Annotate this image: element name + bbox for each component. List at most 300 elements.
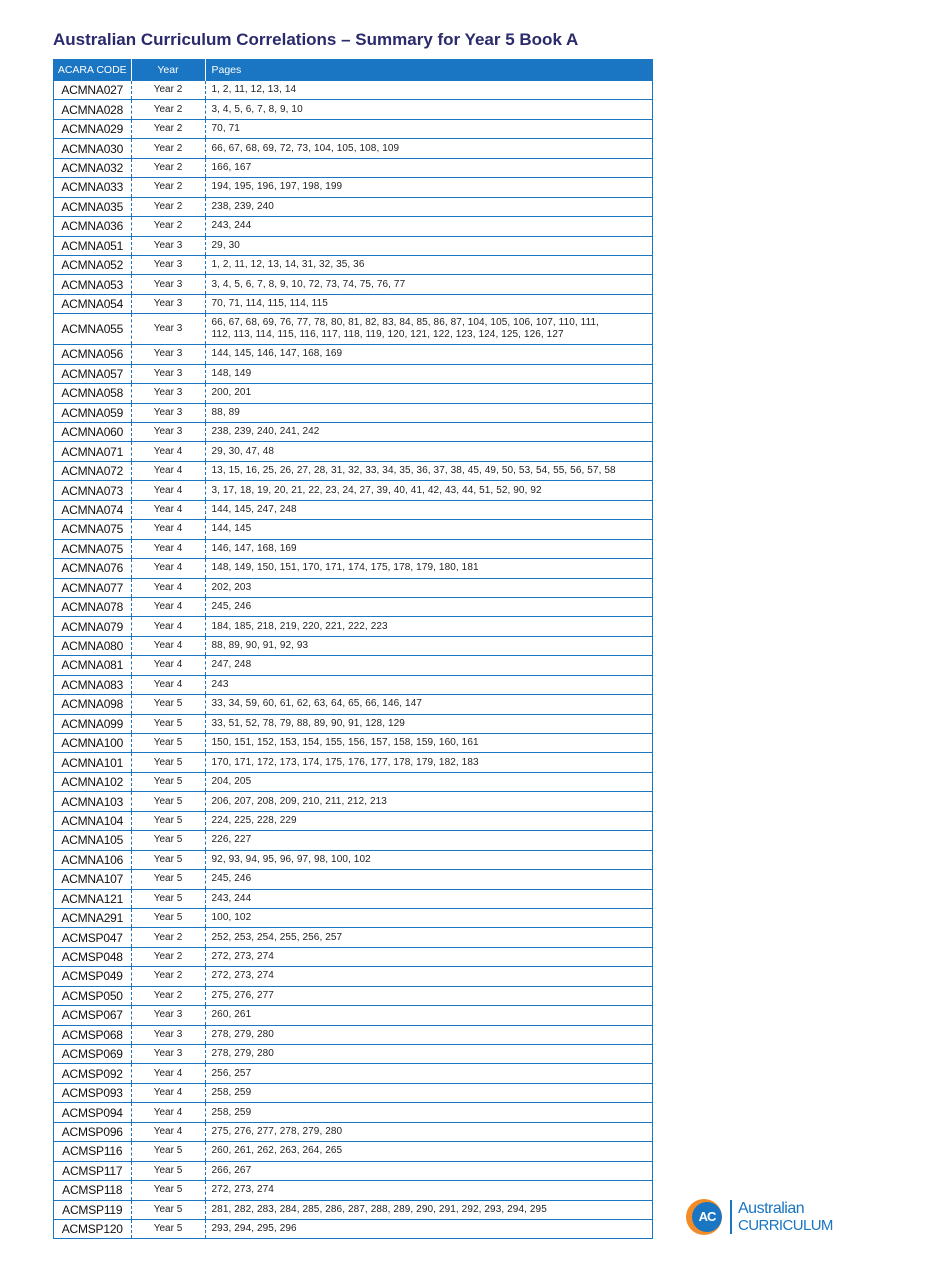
acara-code-cell: ACMSP117 (54, 1161, 131, 1180)
pages-cell (205, 139, 652, 158)
year-cell: Year 4 (131, 675, 205, 694)
pages-line: 88, 89 (211, 406, 240, 418)
acara-code-cell: ACMNA077 (54, 578, 131, 597)
table-row (54, 1142, 652, 1161)
acara-code-cell: ACMNA030 (54, 139, 131, 158)
logo-text-line2: CURRICULUM (738, 1217, 833, 1234)
pages-line: 70, 71 (211, 123, 240, 135)
table-row (54, 1025, 652, 1044)
pages-line: 3, 4, 5, 6, 7, 8, 9, 10, 72, 73, 74, 75, 76, 77 (211, 278, 406, 290)
pages-line: 148, 149, 150, 151, 170, 171, 174, 175, 178, 179, 180, 181 (211, 562, 479, 574)
pages-cell (205, 928, 652, 947)
pages-cell (205, 967, 652, 986)
year-cell: Year 5 (131, 870, 205, 889)
table-row (54, 831, 652, 850)
table-row (54, 520, 652, 539)
acara-code-cell: ACMNA032 (54, 158, 131, 177)
acara-code-cell: ACMNA076 (54, 559, 131, 578)
year-cell: Year 3 (131, 1006, 205, 1025)
table-row (54, 345, 652, 364)
pages-cell (205, 753, 652, 772)
table-row (54, 772, 652, 791)
pages-cell (205, 831, 652, 850)
year-cell: Year 2 (131, 100, 205, 119)
year-cell: Year 3 (131, 236, 205, 255)
pages-cell (205, 403, 652, 422)
table-row (54, 811, 652, 830)
pages-line: 1, 2, 11, 12, 13, 14, 31, 32, 35, 36 (211, 259, 365, 271)
table-row (54, 734, 652, 753)
pages-line: 245, 246 (211, 601, 252, 613)
table-row (54, 423, 652, 442)
year-cell: Year 2 (131, 967, 205, 986)
acara-code-cell: ACMNA051 (54, 236, 131, 255)
year-cell: Year 5 (131, 792, 205, 811)
pages-line: 3, 17, 18, 19, 20, 21, 22, 23, 24, 27, 39, 40, 41, 42, 43, 44, 51, 52, 90, 92 (211, 484, 542, 496)
pages-cell (205, 461, 652, 480)
logo-divider (730, 1200, 732, 1234)
year-cell: Year 3 (131, 255, 205, 274)
table-row (54, 675, 652, 694)
pages-line: 144, 145, 247, 248 (211, 503, 297, 515)
year-cell: Year 4 (131, 461, 205, 480)
table-row (54, 578, 652, 597)
acara-code-cell: ACMSP069 (54, 1045, 131, 1064)
pages-cell (205, 1103, 652, 1122)
table-body (54, 81, 652, 1238)
table-row (54, 403, 652, 422)
pages-cell (205, 1006, 652, 1025)
year-cell: Year 5 (131, 734, 205, 753)
page-title: Australian Curriculum Correlations – Summary for Year 5 Book A (53, 30, 579, 49)
pages-cell (205, 1064, 652, 1083)
year-cell: Year 2 (131, 178, 205, 197)
year-cell: Year 2 (131, 139, 205, 158)
table-row (54, 236, 652, 255)
pages-line: 146, 147, 168, 169 (211, 542, 297, 554)
acara-code-cell: ACMSP067 (54, 1006, 131, 1025)
pages-cell (205, 442, 652, 461)
pages-line: 238, 239, 240 (211, 200, 274, 212)
pages-cell (205, 197, 652, 216)
year-cell: Year 5 (131, 772, 205, 791)
acara-code-cell: ACMNA081 (54, 656, 131, 675)
pages-line: 275, 276, 277, 278, 279, 280 (211, 1125, 343, 1137)
year-cell: Year 4 (131, 578, 205, 597)
table-row (54, 294, 652, 313)
pages-cell (205, 364, 652, 383)
table-row (54, 967, 652, 986)
year-cell: Year 3 (131, 294, 205, 313)
pages-line: 100, 102 (211, 912, 252, 924)
pages-line: 247, 248 (211, 659, 252, 671)
acara-code-cell: ACMNA028 (54, 100, 131, 119)
acara-code-cell: ACMNA059 (54, 403, 131, 422)
pages-cell (205, 811, 652, 830)
pages-cell (205, 889, 652, 908)
pages-line: 3, 4, 5, 6, 7, 8, 9, 10 (211, 103, 303, 115)
year-cell: Year 5 (131, 1219, 205, 1238)
acara-code-cell: ACMNA099 (54, 714, 131, 733)
pages-cell (205, 423, 652, 442)
table-row (54, 1219, 652, 1238)
table-row (54, 100, 652, 119)
table-row (54, 636, 652, 655)
year-cell: Year 5 (131, 850, 205, 869)
pages-cell (205, 314, 652, 345)
pages-line: 272, 273, 274 (211, 1184, 274, 1196)
table-row (54, 1103, 652, 1122)
year-cell: Year 4 (131, 500, 205, 519)
pages-line: 204, 205 (211, 776, 252, 788)
year-cell: Year 2 (131, 947, 205, 966)
table-row (54, 500, 652, 519)
table-row (54, 908, 652, 927)
table-row (54, 197, 652, 216)
table-row (54, 1200, 652, 1219)
pages-line: 278, 279, 280 (211, 1048, 274, 1060)
acara-code-cell: ACMSP092 (54, 1064, 131, 1083)
australian-curriculum-logo (686, 1197, 846, 1237)
acara-code-cell: ACMNA027 (54, 81, 131, 100)
acara-code-cell: ACMNA055 (54, 314, 131, 345)
table-row (54, 870, 652, 889)
pages-cell (205, 850, 652, 869)
pages-line: 256, 257 (211, 1067, 252, 1079)
pages-line: 293, 294, 295, 296 (211, 1223, 297, 1235)
table-row (54, 217, 652, 236)
table-row (54, 314, 652, 345)
acara-code-cell: ACMNA106 (54, 850, 131, 869)
year-cell: Year 3 (131, 275, 205, 294)
acara-code-cell: ACMNA035 (54, 197, 131, 216)
year-cell: Year 2 (131, 158, 205, 177)
acara-code-cell: ACMSP047 (54, 928, 131, 947)
year-cell: Year 3 (131, 1045, 205, 1064)
pages-cell (205, 1122, 652, 1141)
acara-code-cell: ACMNA033 (54, 178, 131, 197)
year-cell: Year 5 (131, 1181, 205, 1200)
pages-line: 144, 145 (211, 523, 252, 535)
year-cell: Year 3 (131, 403, 205, 422)
table-row (54, 178, 652, 197)
pages-cell (205, 792, 652, 811)
pages-line: 29, 30, 47, 48 (211, 445, 275, 457)
acara-code-cell: ACMNA103 (54, 792, 131, 811)
pages-line: 202, 203 (211, 581, 252, 593)
acara-code-cell: ACMSP049 (54, 967, 131, 986)
year-cell: Year 4 (131, 559, 205, 578)
header-acara-code: ACARA CODE (54, 59, 131, 81)
year-cell: Year 5 (131, 908, 205, 927)
acara-code-cell: ACMNA079 (54, 617, 131, 636)
year-cell: Year 5 (131, 811, 205, 830)
pages-cell (205, 1181, 652, 1200)
table-row (54, 559, 652, 578)
pages-line: 194, 195, 196, 197, 198, 199 (211, 181, 343, 193)
acara-code-cell: ACMSP093 (54, 1083, 131, 1102)
pages-line: 238, 239, 240, 241, 242 (211, 426, 320, 438)
pages-cell (205, 870, 652, 889)
year-cell: Year 4 (131, 636, 205, 655)
pages-cell (205, 714, 652, 733)
pages-cell (205, 772, 652, 791)
acara-code-cell: ACMNA073 (54, 481, 131, 500)
table-row (54, 714, 652, 733)
year-cell: Year 4 (131, 1064, 205, 1083)
pages-cell (205, 1045, 652, 1064)
pages-line: 275, 276, 277 (211, 989, 274, 1001)
year-cell: Year 2 (131, 81, 205, 100)
pages-line: 243, 244 (211, 892, 252, 904)
table-row (54, 255, 652, 274)
acara-code-cell: ACMNA101 (54, 753, 131, 772)
acara-code-cell: ACMNA053 (54, 275, 131, 294)
pages-cell (205, 275, 652, 294)
pages-line: 92, 93, 94, 95, 96, 97, 98, 100, 102 (211, 853, 371, 865)
year-cell: Year 4 (131, 1083, 205, 1102)
table-row (54, 158, 652, 177)
pages-cell (205, 636, 652, 655)
table-row (54, 1122, 652, 1141)
pages-cell (205, 178, 652, 197)
pages-cell (205, 656, 652, 675)
correlation-table (53, 59, 653, 1239)
pages-line-continued: 112, 113, 114, 115, 116, 117, 118, 119, 120, 121, 122, 123, 124, 125, 126, 127 (211, 329, 564, 341)
pages-cell (205, 908, 652, 927)
pages-line: 281, 282, 283, 284, 285, 286, 287, 288, 289, 290, 291, 292, 293, 294, 295 (211, 1203, 547, 1215)
pages-line: 13, 15, 16, 25, 26, 27, 28, 31, 32, 33, 34, 35, 36, 37, 38, 45, 49, 50, 53, 54, 55, 56, 57, 58 (211, 465, 616, 477)
pages-line: 243, 244 (211, 220, 252, 232)
pages-cell (205, 345, 652, 364)
acara-code-cell: ACMSP096 (54, 1122, 131, 1141)
table-row (54, 461, 652, 480)
acara-code-cell: ACMNA121 (54, 889, 131, 908)
pages-cell (205, 384, 652, 403)
acara-code-cell: ACMNA100 (54, 734, 131, 753)
table-row (54, 481, 652, 500)
year-cell: Year 4 (131, 617, 205, 636)
year-cell: Year 4 (131, 1122, 205, 1141)
table-row (54, 850, 652, 869)
year-cell: Year 2 (131, 119, 205, 138)
year-cell: Year 5 (131, 1200, 205, 1219)
acara-code-cell: ACMNA291 (54, 908, 131, 927)
pages-cell (205, 1083, 652, 1102)
pages-line: 245, 246 (211, 873, 252, 885)
acara-code-cell: ACMNA060 (54, 423, 131, 442)
pages-line: 144, 145, 146, 147, 168, 169 (211, 348, 343, 360)
pages-cell (205, 947, 652, 966)
pages-cell (205, 1161, 652, 1180)
pages-line: 278, 279, 280 (211, 1028, 274, 1040)
pages-cell (205, 100, 652, 119)
year-cell: Year 4 (131, 539, 205, 558)
acara-code-cell: ACMNA098 (54, 695, 131, 714)
acara-code-cell: ACMNA056 (54, 345, 131, 364)
year-cell: Year 2 (131, 986, 205, 1005)
acara-code-cell: ACMNA080 (54, 636, 131, 655)
acara-code-cell: ACMSP068 (54, 1025, 131, 1044)
acara-code-cell: ACMNA029 (54, 119, 131, 138)
pages-line: 66, 67, 68, 69, 76, 77, 78, 80, 81, 82, 83, 84, 85, 86, 87, 104, 105, 106, 107, 110, 111, (211, 317, 600, 329)
ac-logo-icon (686, 1199, 722, 1235)
pages-cell (205, 500, 652, 519)
pages-line: 184, 185, 218, 219, 220, 221, 222, 223 (211, 620, 388, 632)
pages-line: 260, 261, 262, 263, 264, 265 (211, 1145, 343, 1157)
pages-cell (205, 597, 652, 616)
header-year: Year (131, 59, 205, 81)
pages-cell (205, 1025, 652, 1044)
year-cell: Year 5 (131, 695, 205, 714)
header-pages: Pages (205, 59, 652, 81)
pages-line: 272, 273, 274 (211, 970, 274, 982)
acara-code-cell: ACMNA075 (54, 520, 131, 539)
pages-line: 88, 89, 90, 91, 92, 93 (211, 640, 309, 652)
logo-text-line1: Australian (738, 1200, 805, 1217)
table-header-row (54, 59, 652, 81)
acara-code-cell: ACMNA071 (54, 442, 131, 461)
pages-cell (205, 1219, 652, 1238)
year-cell: Year 4 (131, 520, 205, 539)
acara-code-cell: ACMNA058 (54, 384, 131, 403)
pages-cell (205, 236, 652, 255)
table-row (54, 1045, 652, 1064)
pages-line: 170, 171, 172, 173, 174, 175, 176, 177, 178, 179, 182, 183 (211, 756, 479, 768)
pages-line: 266, 267 (211, 1164, 252, 1176)
table-row (54, 1083, 652, 1102)
pages-line: 33, 51, 52, 78, 79, 88, 89, 90, 91, 128, 129 (211, 717, 405, 729)
table-row (54, 1006, 652, 1025)
table-row (54, 275, 652, 294)
year-cell: Year 3 (131, 345, 205, 364)
year-cell: Year 4 (131, 442, 205, 461)
year-cell: Year 4 (131, 1103, 205, 1122)
pages-cell (205, 1142, 652, 1161)
table-row (54, 928, 652, 947)
acara-code-cell: ACMSP048 (54, 947, 131, 966)
year-cell: Year 4 (131, 597, 205, 616)
year-cell: Year 2 (131, 928, 205, 947)
table-row (54, 947, 652, 966)
table-row (54, 1181, 652, 1200)
year-cell: Year 4 (131, 481, 205, 500)
pages-line: 70, 71, 114, 115, 114, 115 (211, 298, 328, 310)
pages-cell (205, 81, 652, 100)
pages-cell (205, 986, 652, 1005)
year-cell: Year 5 (131, 889, 205, 908)
pages-line: 200, 201 (211, 387, 252, 399)
acara-code-cell: ACMNA107 (54, 870, 131, 889)
table-row (54, 139, 652, 158)
acara-code-cell: ACMNA078 (54, 597, 131, 616)
table-row (54, 364, 652, 383)
pages-cell (205, 695, 652, 714)
pages-cell (205, 217, 652, 236)
acara-code-cell: ACMNA036 (54, 217, 131, 236)
pages-cell (205, 255, 652, 274)
table-row (54, 986, 652, 1005)
acara-code-cell: ACMNA102 (54, 772, 131, 791)
table-row (54, 792, 652, 811)
pages-cell (205, 520, 652, 539)
pages-line: 29, 30 (211, 239, 240, 251)
pages-cell (205, 481, 652, 500)
year-cell: Year 3 (131, 423, 205, 442)
acara-code-cell: ACMNA072 (54, 461, 131, 480)
table-row (54, 81, 652, 100)
table-row (54, 1064, 652, 1083)
pages-line: 258, 259 (211, 1087, 252, 1099)
year-cell: Year 4 (131, 656, 205, 675)
acara-code-cell: ACMSP120 (54, 1219, 131, 1238)
pages-line: 66, 67, 68, 69, 72, 73, 104, 105, 108, 109 (211, 142, 400, 154)
table-row (54, 695, 652, 714)
acara-code-cell: ACMSP094 (54, 1103, 131, 1122)
pages-cell (205, 119, 652, 138)
acara-code-cell: ACMNA075 (54, 539, 131, 558)
year-cell: Year 2 (131, 197, 205, 216)
pages-cell (205, 734, 652, 753)
acara-code-cell: ACMNA104 (54, 811, 131, 830)
acara-code-cell: ACMNA074 (54, 500, 131, 519)
table-row (54, 442, 652, 461)
pages-cell (205, 294, 652, 313)
table-row (54, 597, 652, 616)
pages-cell (205, 559, 652, 578)
pages-cell (205, 539, 652, 558)
acara-code-cell: ACMSP116 (54, 1142, 131, 1161)
table-row (54, 617, 652, 636)
pages-line: 258, 259 (211, 1106, 252, 1118)
acara-code-cell: ACMNA054 (54, 294, 131, 313)
year-cell: Year 3 (131, 1025, 205, 1044)
pages-line: 150, 151, 152, 153, 154, 155, 156, 157, 158, 159, 160, 161 (211, 737, 479, 749)
pages-cell (205, 578, 652, 597)
table-row (54, 1161, 652, 1180)
acara-code-cell: ACMSP119 (54, 1200, 131, 1219)
pages-cell (205, 1200, 652, 1219)
pages-line: 272, 273, 274 (211, 951, 274, 963)
year-cell: Year 3 (131, 384, 205, 403)
pages-line: 166, 167 (211, 161, 252, 173)
pages-cell (205, 617, 652, 636)
year-cell: Year 5 (131, 714, 205, 733)
table-row (54, 753, 652, 772)
pages-line: 224, 225, 228, 229 (211, 814, 297, 826)
acara-code-cell: ACMNA105 (54, 831, 131, 850)
acara-code-cell: ACMNA083 (54, 675, 131, 694)
year-cell: Year 5 (131, 753, 205, 772)
pages-line: 33, 34, 59, 60, 61, 62, 63, 64, 65, 66, 146, 147 (211, 698, 423, 710)
pages-line: 1, 2, 11, 12, 13, 14 (211, 84, 297, 96)
pages-cell (205, 675, 652, 694)
table-row (54, 119, 652, 138)
table-row (54, 539, 652, 558)
table-row (54, 656, 652, 675)
pages-line: 226, 227 (211, 834, 252, 846)
year-cell: Year 2 (131, 217, 205, 236)
year-cell: Year 5 (131, 1161, 205, 1180)
pages-line: 260, 261 (211, 1009, 252, 1021)
pages-cell (205, 158, 652, 177)
pages-line: 206, 207, 208, 209, 210, 211, 212, 213 (211, 795, 387, 807)
year-cell: Year 3 (131, 314, 205, 345)
pages-line: 252, 253, 254, 255, 256, 257 (211, 931, 343, 943)
pages-line: 243 (211, 678, 229, 690)
acara-code-cell: ACMSP118 (54, 1181, 131, 1200)
table-row (54, 384, 652, 403)
